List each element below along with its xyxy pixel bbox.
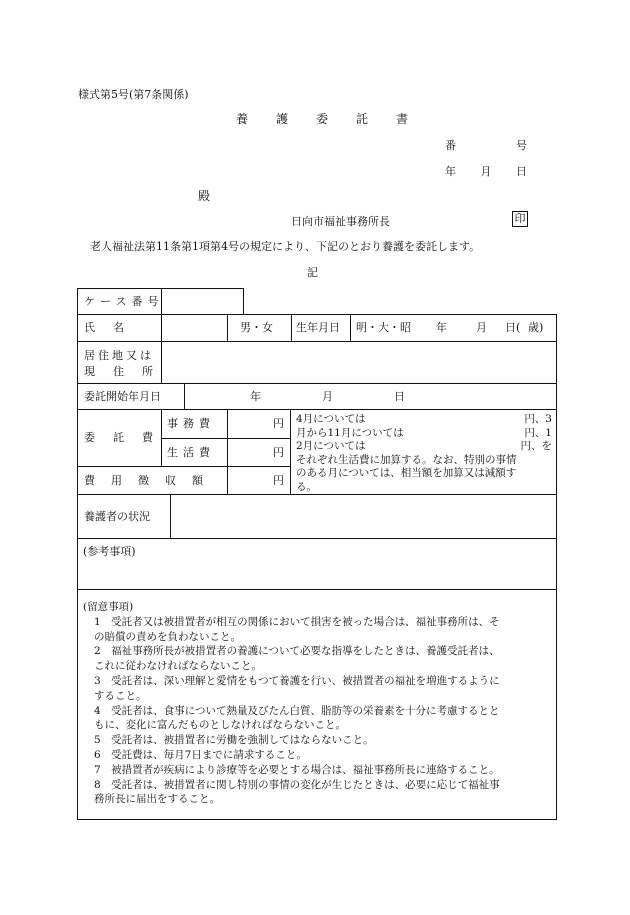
seal-mark: 印 <box>512 211 528 227</box>
collection-yen: 円 <box>273 474 284 487</box>
notes-section <box>83 600 500 807</box>
birth-year-label: 年 <box>436 321 447 334</box>
start-day-label: 日 <box>394 390 405 403</box>
case-number-label: ケース番号 <box>84 295 164 308</box>
document-title: 養護委託書 <box>236 112 437 126</box>
birth-day-label: 日( <box>505 321 521 334</box>
date-month: 月 <box>480 165 492 178</box>
birth-month-label: 月 <box>476 321 487 334</box>
note-item-cont: すること。 <box>94 689 147 702</box>
note-line2-b: 円、1 <box>524 426 552 439</box>
office-fee-yen: 円 <box>273 417 284 430</box>
collection-label: 費用徴収額 <box>84 474 219 487</box>
gender-options: 男・女 <box>240 321 273 334</box>
start-month-label: 月 <box>322 390 333 403</box>
note-item: 4 受託者は、食事について熱量及びたん白質、脂肪等の栄養素を十分に考慮するとと <box>94 704 500 717</box>
note-item-cont: もに、変化に富んだものとしなければならないこと。 <box>94 719 346 732</box>
note-item: 2 福祉事務所長が被措置者の養護について必要な指導をしたときは、養護受託者は、 <box>94 645 500 658</box>
caretaker-label: 養護者の状況 <box>84 510 150 523</box>
note-line3-b: 円、を <box>520 440 552 453</box>
reference-label: (参考事項) <box>83 545 136 558</box>
office-fee-label: 事務費 <box>167 417 215 430</box>
form-number: 様式第5号(第7条関係) <box>78 88 189 101</box>
address-label-line2: 現住所 <box>84 365 171 378</box>
start-year-label: 年 <box>250 390 261 403</box>
note-line2-a: 月から11月については <box>296 426 404 439</box>
fee-label: 委託費 <box>84 431 171 444</box>
living-fee-label: 生活費 <box>167 446 215 459</box>
note-line1-a: 4月については <box>296 413 366 425</box>
note-line4: それぞれ生活費に加算する。なお、特別の事情 <box>296 453 517 466</box>
issuer-name: 日向市福祉事務所長 <box>291 215 390 228</box>
note-item-cont: 務所長に届出をすること。 <box>94 793 220 806</box>
note-item: 6 受託費は、毎月7日までに請求すること。 <box>94 748 307 761</box>
era-options: 明・大・昭 <box>356 321 411 334</box>
name-label: 氏名 <box>84 321 142 334</box>
note-item-cont: の賠償の責めを負わないこと。 <box>94 630 241 643</box>
note-line1-b: 円、3 <box>524 413 552 425</box>
ki-heading: 記 <box>307 266 318 279</box>
number-label: 番 <box>445 139 456 152</box>
number-suffix: 号 <box>516 139 527 152</box>
address-label-line1: 居住地又は <box>84 349 154 362</box>
note-item-cont: これに従わなければならないこと。 <box>94 660 262 673</box>
note-item: 3 受託者は、深い理解と愛情をもつて養護を行い、被措置者の福祉を増進するように <box>94 674 500 687</box>
note-line5: のある月については、相当額を加算又は減額す <box>296 467 517 480</box>
date-day: 日 <box>516 165 527 178</box>
living-fee-yen: 円 <box>273 446 284 459</box>
birthdate-label: 生年月日 <box>296 321 340 334</box>
living-fee-note <box>296 413 552 495</box>
notes-heading: (留意事項) <box>83 601 134 613</box>
start-date-label: 委託開始年月日 <box>84 390 161 403</box>
note-item: 5 受託者は、被措置者に労働を強制してはならないこと。 <box>94 734 374 747</box>
age-unit-label: 歳) <box>528 321 544 334</box>
note-item: 7 被措置者が疾病により診療等を必要とする場合は、福祉事務所長に連絡すること。 <box>94 763 500 776</box>
note-item: 1 受託者又は被措置者が相互の関係において損害を被った場合は、福祉事務所は、そ <box>94 615 500 628</box>
note-line3-a: 2月については <box>296 440 366 453</box>
intro-text: 老人福祉法第11条第1項第4号の規定により、下記のとおり養護を委託します。 <box>90 240 481 253</box>
addressee-suffix: 殿 <box>198 189 211 203</box>
note-item: 8 受託者は、被措置者に関し特別の事情の変化が生じたときは、必要に応じて福祉事 <box>94 778 500 791</box>
note-line6: る。 <box>296 480 317 493</box>
date-year: 年 <box>445 165 456 178</box>
